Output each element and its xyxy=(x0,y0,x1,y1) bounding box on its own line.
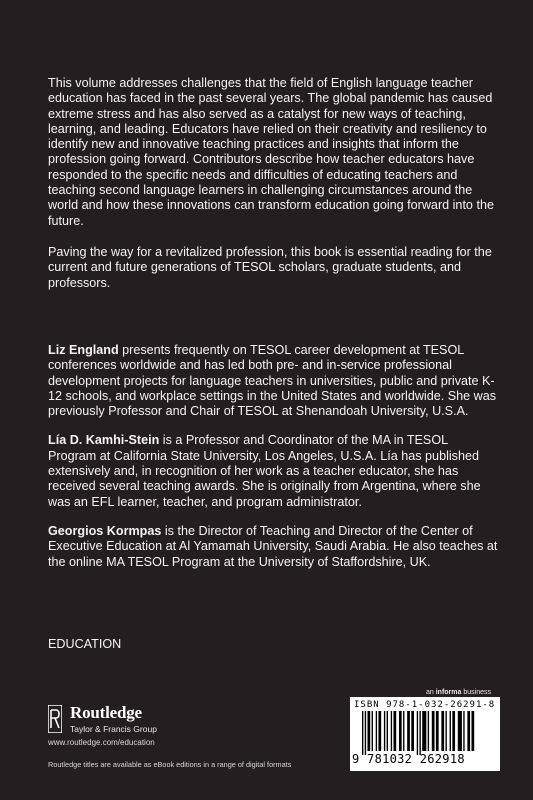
barcode-digits: 9 781032 262918 xyxy=(352,752,465,766)
routledge-logo-icon xyxy=(48,705,62,733)
informa-word: informa xyxy=(435,689,462,696)
bio-kormpas xyxy=(48,524,498,570)
publisher-url: www.routledge.com/education xyxy=(48,738,155,747)
barcode-bar xyxy=(376,711,377,751)
publisher-group: Taylor & Francis Group xyxy=(70,724,157,734)
barcode-bar xyxy=(403,711,404,751)
barcode-bar xyxy=(378,711,381,751)
isbn-barcode xyxy=(350,697,500,771)
barcode-bar xyxy=(393,711,396,751)
publisher-name: Routledge xyxy=(70,703,142,722)
blurb-paragraph-1: This volume addresses challenges that the field of English language teacher education has faced in the past several years. The global pandemic has caused extreme stress and has also served as a catalyst for new ways of teaching, learning, and leading. Educators have relied on their creativity and resiliency to identify new and innovative teaching practices and insights that inform the profession going forward. Contributors describe how teacher educators have responded to the specific needs and difficulties of educating teachers and teaching second language learners in challenging circumstances around the world and how these innovations can transform education going forward into the future. xyxy=(48,76,494,228)
publisher-logo xyxy=(48,703,268,737)
barcode-bar xyxy=(458,711,462,751)
isbn-label: ISBN 978-1-032-26291-8 xyxy=(354,700,496,710)
barcode-bar xyxy=(365,711,366,755)
barcode-bar xyxy=(362,711,363,755)
bio-kamhi-stein xyxy=(48,433,498,509)
barcode-bar xyxy=(471,711,474,751)
informa-suffix: business xyxy=(461,689,491,696)
barcode-bar xyxy=(367,711,370,751)
informa-prefix: an xyxy=(426,689,436,696)
bio-name: Georgios Kormpas xyxy=(48,523,162,538)
barcode-bar xyxy=(441,711,444,751)
barcode-bar xyxy=(463,711,464,751)
barcode-bar xyxy=(467,711,470,751)
bio-text: is the Director of Teaching and Director of the Center of Executive Education at Al Yamamah University, Saudi Arabia. He also teaches at the online MA TESOL Program at the University of Staffordshire, UK. xyxy=(48,523,498,569)
back-cover-blurb xyxy=(48,76,496,307)
barcode-bar xyxy=(428,711,429,751)
barcode-bar xyxy=(452,711,455,751)
barcode-bar xyxy=(445,711,446,751)
barcode-bar xyxy=(432,711,435,751)
barcode-bars xyxy=(362,711,492,755)
subject-category: EDUCATION xyxy=(48,637,122,651)
barcode-bar xyxy=(422,711,426,751)
author-bios xyxy=(48,343,498,584)
barcode-bar xyxy=(417,711,418,755)
bio-england xyxy=(48,343,498,419)
barcode-bar xyxy=(399,711,402,751)
barcode-bar xyxy=(450,711,451,751)
bio-text: presents frequently on TESOL career development at TESOL conferences worldwide and has led both pre- and in-service professional development projects for language teachers in universities, public and private K-12 schools, and workplace settings in the United States and worldwide. She was previously Professor and Chair of TESOL at Shenandoah University, U.S.A. xyxy=(48,343,497,419)
bio-name: Liz England xyxy=(48,343,119,357)
barcode-bar xyxy=(411,711,414,751)
barcode-bar xyxy=(407,711,410,751)
bio-text: is a Professor and Coordinator of the MA in TESOL Program at California State University, Los Angeles, U.S.A. Lía has published extensively and, in recognition of her work as a teacher educator, she has received several teaching awards. She is originally from Argentina, where she was an EFL learner, teacher, and program administrator. xyxy=(48,433,481,509)
barcode-bar xyxy=(436,711,439,751)
bio-name: Lía D. Kamhi-Stein xyxy=(48,433,160,448)
blurb-paragraph-2: Paving the way for a revitalized profession, this book is essential reading for the current and future generations of TESOL scholars, graduate students, and professors. xyxy=(48,244,492,290)
barcode-bar xyxy=(387,711,388,751)
barcode-bar xyxy=(384,711,385,751)
barcode-bar xyxy=(419,711,420,755)
barcode-bar xyxy=(391,711,392,751)
ebook-note: Routledge titles are available as eBook editions in a range of digital formats xyxy=(48,760,292,769)
informa-business xyxy=(426,689,491,696)
barcode-bar xyxy=(372,711,373,751)
